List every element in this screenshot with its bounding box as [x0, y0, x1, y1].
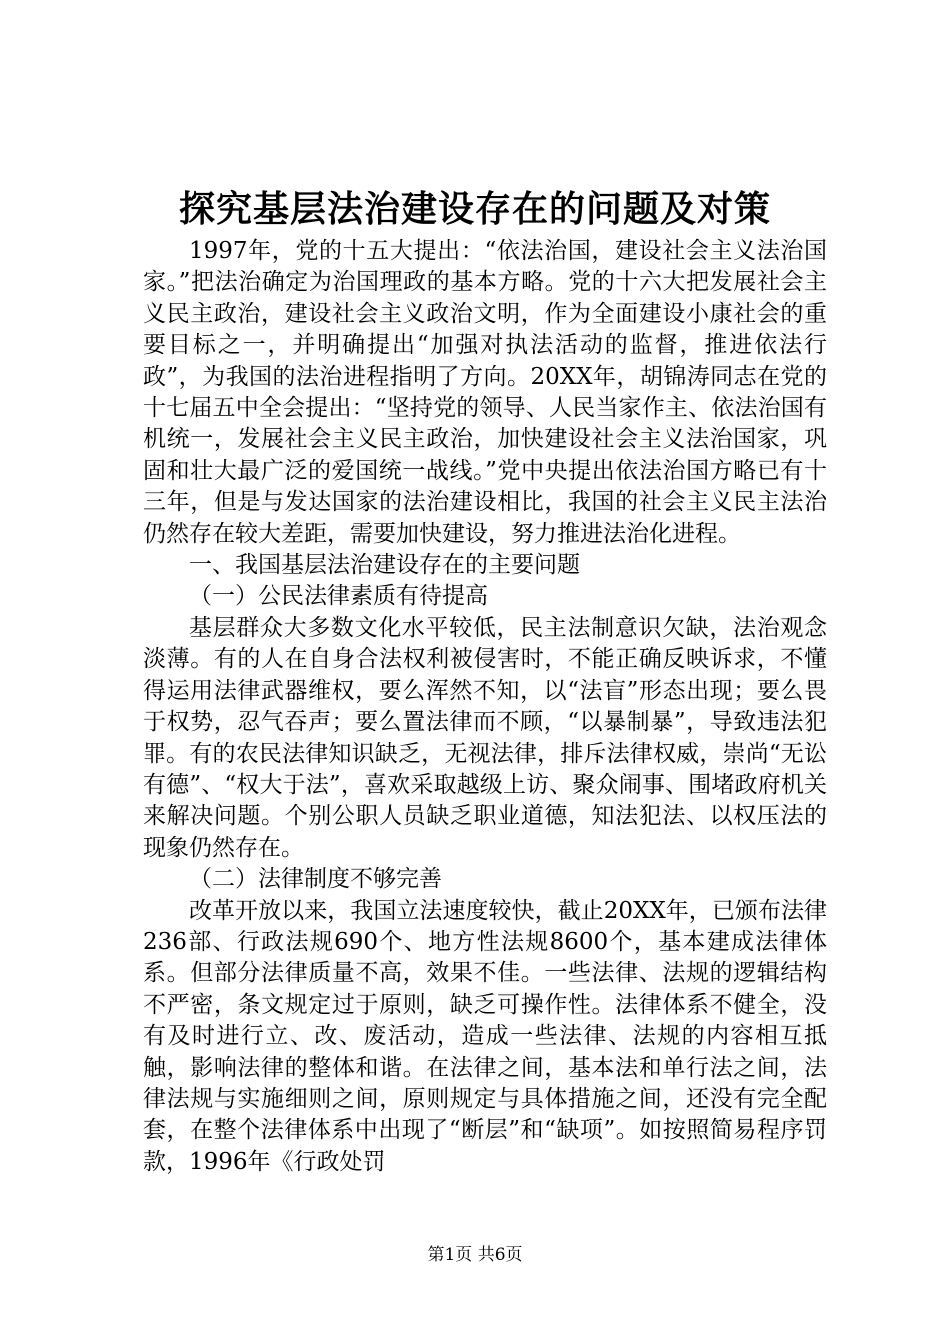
subsection-heading-2: （二）法律制度不够完善 — [189, 866, 442, 893]
paragraph-intro: 1997年，党的十五大提出：“依法治国，建设社会主义法治国家。”把法治确定为治国理政的基本方略。党的十六大把发展社会主义民主政治，建设社会主义政治文明，作为全面建设小康社会的重要目标之一，并明确提出“加强对执法活动的监督，推进依法行政”，为我国的法治进程指明了方向。20XX年，胡锦涛同志在党的十七届五中全会提出：“坚持党的领导、人民当家作主、依法治国有机统一，发展社会主义民主政治，加快建设社会主义法治国家，巩固和壮大最广泛的爱国统一战线。”党中央提出依法治国方略已有十三年，但是与发达国家的法治建设相比，我国的社会主义民主法治仍然存在较大差距，需要加快建设，努力推进法治化进程。 — [143, 238, 827, 547]
page-footer: 第1页 共6页 — [427, 1245, 523, 1265]
section-heading-1: 一、我国基层法治建设存在的主要问题 — [189, 552, 580, 579]
document-title: 探究基层法治建设存在的问题及对策 — [178, 188, 771, 230]
paragraph-legal-system: 改革开放以来，我国立法速度较快，截止20XX年，已颁布法律236部、行政法规690个、地方性法规8600个，基本建成法律体系。但部分法律质量不高，效果不佳。一些法律、法规的逻辑结构不严密，条文规定过于原则，缺乏可操作性。法律体系不健全，没有及时进行立、改、废活动，造成一些法律、法规的内容相互抵触，影响法律的整体和谐。在法律之间，基本法和单行法之间，法律法规与实施细则之间，原则规定与具体措施之间，还没有完全配套，在整个法律体系中出现了“断层”和“缺项”。如按照简易程序罚款，1996年《行政处罚 — [143, 897, 827, 1175]
paragraph-legal-quality: 基层群众大多数文化水平较低，民主法制意识欠缺，法治观念淡薄。有的人在自身合法权利被侵害时，不能正确反映诉求，不懂得运用法律武器维权，要么浑然不知，以“法盲”形态出现；要么畏于权势，忍气吞声；要么置法律而不顾，“以暴制暴”，导致违法犯罪。有的农民法律知识缺乏，无视法律，排斥法律权威，崇尚“无讼有德”、“权大于法”，喜欢采取越级上访、聚众闹事、围堵政府机关来解决问题。个别公职人员缺乏职业道德，知法犯法、以权压法的现象仍然存在。 — [143, 614, 827, 861]
document-body — [143, 236, 827, 1178]
subsection-heading-1: （一）公民法律素质有待提高 — [189, 583, 488, 610]
